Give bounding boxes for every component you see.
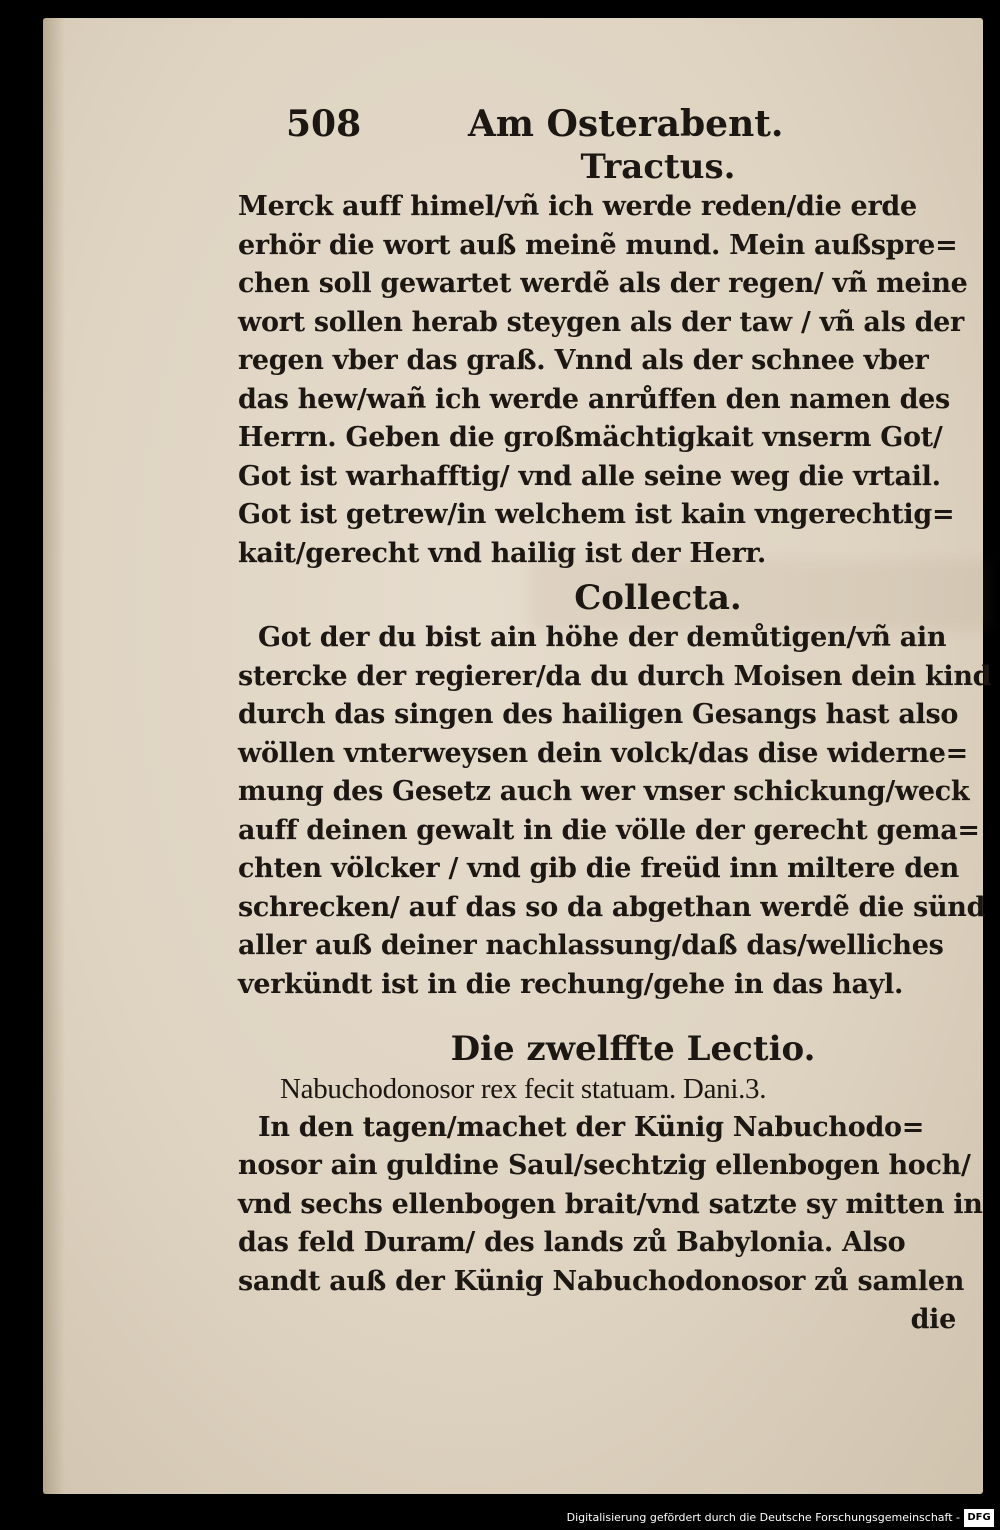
- collecta-heading: Collecta.: [574, 578, 742, 618]
- text-line: Got der du bist ain höhe der demůtigen/vñ ain: [258, 622, 947, 653]
- text-line: wort sollen herab steygen als der taw / vñ als der: [238, 306, 964, 338]
- lectio-body: [238, 1070, 983, 1340]
- text-line: das feld Duram/ des lands zů Babylonia. Also: [238, 1227, 906, 1258]
- text-line: In den tagen/machet der Künig Nabuchodo=: [258, 1111, 925, 1143]
- funding-credit: Digitalisierung gefördert durch die Deutsche Forschungsgemeinschaft -: [566, 1511, 960, 1524]
- text-line: erhör die wort auß meinẽ mund. Mein außspre=: [238, 229, 958, 261]
- text-line: kait/gerecht vnd hailig ist der Herr.: [238, 537, 766, 569]
- tractus-heading: Tractus.: [580, 147, 736, 187]
- footer-bar: [0, 1508, 1000, 1530]
- text-line: chen soll gewartet werdẽ als der regen/ vñ meine: [238, 268, 968, 299]
- text-line: aller auß deiner nachlassung/daß das/welliches: [238, 930, 944, 961]
- text-line: Merck auff himel/vñ ich werde reden/die erde: [238, 191, 917, 222]
- collecta-body: [238, 619, 992, 1004]
- text-line: durch das singen des hailigen Gesangs hast also: [238, 699, 959, 730]
- page-number: 508: [286, 103, 362, 145]
- text-line: schrecken/ auf das so da abgethan werdẽ die sünd: [238, 891, 986, 923]
- text-line: regen vber das graß. Vnnd als der schnee vber: [238, 345, 929, 376]
- text-line: Got ist getrew/in welchem ist kain vngerechtig=: [238, 499, 955, 530]
- text-line: verkündt ist in die rechung/gehe in das hayl.: [238, 968, 904, 1000]
- page-text: [238, 98, 992, 1340]
- page-header: [238, 98, 968, 150]
- text-line: mung des Gesetz auch wer vnser schickung/weck: [238, 776, 970, 807]
- text-line: vnd sechs ellenbogen brait/vnd satzte sy mitten in: [238, 1188, 983, 1220]
- text-line: nosor ain guldine Saul/sechtzig ellenbogen hoch/: [238, 1150, 971, 1181]
- lectio-heading: Die zwelffte Lectio.: [450, 1029, 816, 1069]
- text-line: stercke der regierer/da du durch Moisen dein kind: [238, 660, 992, 692]
- text-line: Got ist warhafftig/ vnd alle seine weg die vrtail.: [238, 460, 941, 492]
- tractus-body: [238, 188, 968, 573]
- text-line: sandt auß der Künig Nabuchodonosor zů samlen: [238, 1265, 965, 1297]
- running-title: Am Osterabent.: [468, 103, 784, 145]
- text-line: chten völcker / vnd gib die freüd inn miltere den: [238, 853, 960, 884]
- dfg-logo: DFG: [964, 1509, 994, 1527]
- text-line: auff deinen gewalt in die völle der gerecht gema=: [238, 814, 980, 846]
- text-line: Herrn. Geben die großmächtigkait vnserm Got/: [238, 422, 943, 453]
- text-line: wöllen vnterweysen dein volck/das dise widerne=: [238, 737, 968, 769]
- text-line: das hew/wañ ich werde anrůffen den namen des: [238, 383, 950, 415]
- catchword: die: [910, 1304, 956, 1335]
- latin-incipit: Nabuchodonosor rex fecit statuam. Dani.3.: [280, 1073, 767, 1105]
- page-gutter-shadow: [43, 18, 65, 1494]
